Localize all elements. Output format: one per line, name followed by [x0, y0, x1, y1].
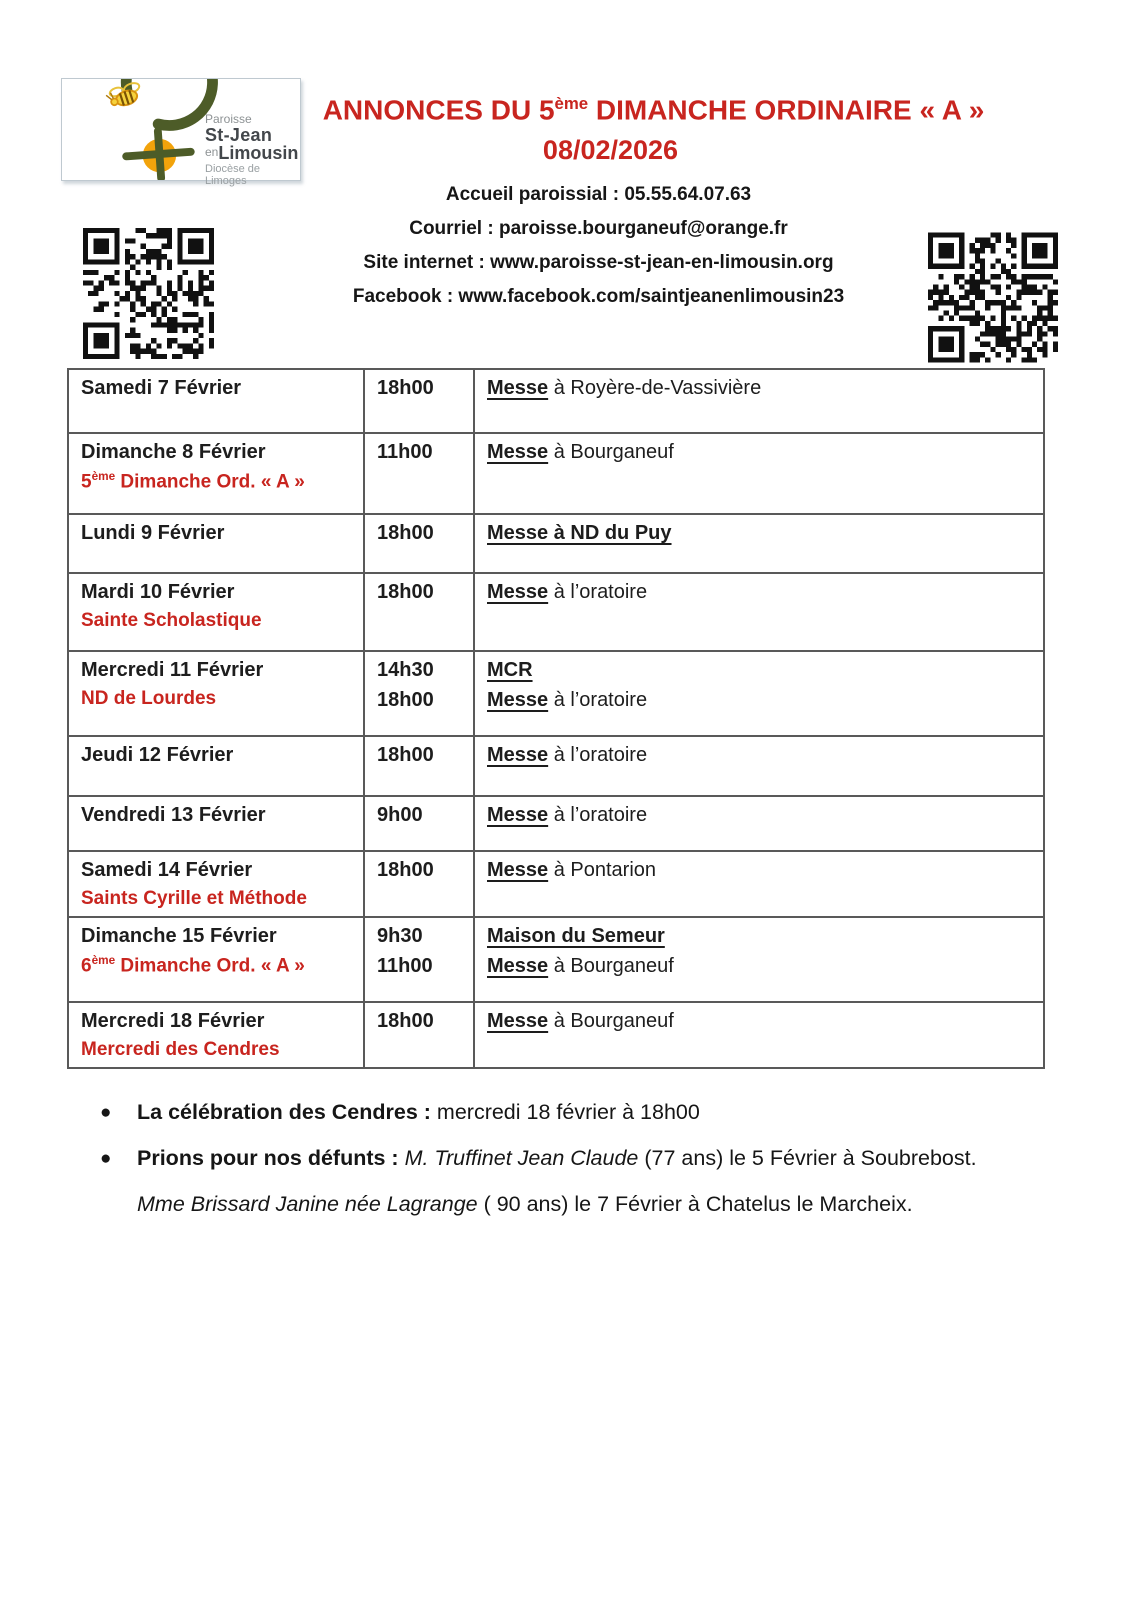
row-time: 18h00: [377, 581, 434, 603]
event-lead: Messe: [487, 1010, 549, 1032]
date-cell: [68, 796, 364, 851]
schedule-table: [67, 368, 1045, 1069]
list-item: [100, 1098, 1090, 1127]
row-feast: 5ème Dimanche Ord. « A »: [81, 470, 305, 493]
time-cell: [364, 851, 474, 917]
row-date: Samedi 14 Février: [81, 859, 253, 881]
row-feast: 6ème Dimanche Ord. « A »: [81, 954, 305, 977]
logo-name-label: St-Jean: [205, 124, 273, 145]
row-feast: ND de Lourdes: [81, 688, 217, 709]
row-date: Mardi 10 Février: [81, 581, 235, 603]
table-row: [68, 796, 1044, 851]
row-time: 11h00: [377, 441, 433, 463]
event-cell: [474, 573, 1044, 651]
event-cell: [474, 651, 1044, 736]
time-cell: [364, 651, 474, 736]
page-date: 08/02/2026: [542, 135, 679, 165]
logo-diocese-label: Diocèse de Limoges: [205, 163, 261, 187]
date-cell: [68, 1002, 364, 1068]
row-event: Messe à l’oratoire: [487, 744, 648, 766]
row-event: Messe à l’oratoire: [487, 804, 648, 826]
row-feast: Mercredi des Cendres: [81, 1039, 280, 1060]
row-time: 18h00: [377, 859, 434, 881]
bullet-icon: ●: [100, 1148, 112, 1170]
time-cell: [364, 736, 474, 796]
event-lead: Maison du Semeur: [487, 925, 665, 947]
row-time: 18h00: [377, 744, 434, 766]
table-row: [68, 369, 1044, 433]
contact-facebook: Facebook : www.facebook.com/saintjeanenlimousin23: [352, 286, 845, 307]
row-time: 18h00: [377, 1010, 434, 1032]
bullet-text: Mme Brissard Janine née Lagrange ( 90 ans) le 7 Février à Chatelus le Marcheix.: [137, 1192, 913, 1217]
row-time: 14h30: [377, 659, 434, 681]
row-event: Messe à Bourganeuf: [487, 955, 674, 977]
qr-code-right: [928, 232, 1058, 363]
time-cell: [364, 514, 474, 573]
event-lead: Messe: [487, 689, 549, 711]
event-cell: [474, 514, 1044, 573]
event-cell: [474, 433, 1044, 514]
row-time: 11h00: [377, 955, 433, 977]
date-cell: [68, 369, 364, 433]
event-lead: Messe à ND du Puy: [487, 522, 672, 544]
event-lead: Messe: [487, 377, 549, 399]
table-row: [68, 1002, 1044, 1068]
row-event: [487, 522, 1033, 545]
list-item: [100, 1144, 1090, 1173]
row-time: 18h00: [377, 522, 434, 544]
bullet-text: Prions pour nos défunts : M. Truffinet Jean Claude (77 ans) le 5 Février à Soubrebost.: [137, 1146, 977, 1171]
event-cell: [474, 369, 1044, 433]
table-row: [68, 736, 1044, 796]
row-event: Messe à l’oratoire: [487, 689, 648, 711]
time-cell: [364, 433, 474, 514]
time-cell: [364, 1002, 474, 1068]
row-time: 9h00: [377, 804, 423, 826]
event-lead: Messe: [487, 744, 549, 766]
qr-code-left: [83, 228, 214, 359]
date-cell: [68, 573, 364, 651]
date-cell: [68, 514, 364, 573]
logo-paroisse-label: Paroisse: [205, 112, 252, 126]
contact-phone: Accueil paroissial : 05.55.64.07.63: [445, 184, 752, 205]
event-cell: [474, 851, 1044, 917]
row-date: Mercredi 18 Février: [81, 1010, 265, 1032]
logo-en-label: en: [205, 145, 219, 160]
row-date: Dimanche 8 Février: [81, 441, 266, 463]
contact-email: Courriel : paroisse.bourganeuf@orange.fr: [409, 218, 788, 239]
page-title: ANNONCES DU 5ème DIMANCHE ORDINAIRE « A »: [322, 94, 985, 126]
title-superscript: ème: [554, 94, 589, 113]
table-row: [68, 573, 1044, 651]
time-cell: [364, 796, 474, 851]
date-cell: [68, 736, 364, 796]
table-row: [68, 514, 1044, 573]
row-feast: Saints Cyrille et Méthode: [81, 888, 307, 909]
date-cell: [68, 651, 364, 736]
row-date: Dimanche 15 Février: [81, 925, 277, 947]
event-cell: [474, 796, 1044, 851]
row-event: [487, 659, 1033, 682]
row-date: Lundi 9 Février: [81, 522, 225, 544]
contact-website: Site internet : www.paroisse-st-jean-en-limousin.org: [363, 252, 834, 273]
bullet-text: La célébration des Cendres : mercredi 18 février à 18h00: [137, 1100, 700, 1124]
event-lead: Messe: [487, 581, 549, 603]
event-lead: MCR: [487, 659, 533, 681]
time-cell: [364, 369, 474, 433]
row-event: Messe à Bourganeuf: [487, 441, 674, 463]
row-date: Vendredi 13 Février: [81, 804, 266, 826]
row-event: Messe à Pontarion: [487, 859, 657, 881]
row-time: 18h00: [377, 689, 434, 711]
event-lead: Messe: [487, 441, 549, 463]
row-date: Jeudi 12 Février: [81, 744, 234, 766]
list-item: [100, 1190, 1090, 1219]
date-cell: [68, 433, 364, 514]
event-lead: Messe: [487, 859, 549, 881]
event-lead: Messe: [487, 955, 549, 977]
row-event: Messe à Bourganeuf: [487, 1010, 674, 1032]
table-row: [68, 917, 1044, 1002]
event-cell: [474, 736, 1044, 796]
row-time: 9h30: [377, 925, 423, 947]
time-cell: [364, 917, 474, 1002]
table-row: [68, 651, 1044, 736]
event-cell: [474, 917, 1044, 1002]
row-event: Messe à l’oratoire: [487, 581, 648, 603]
announcements-list: [100, 1098, 1090, 1236]
row-event: Messe à Royère-de-Vassivière: [487, 377, 762, 399]
row-time: 18h00: [377, 377, 434, 399]
table-row: [68, 433, 1044, 514]
row-date: Samedi 7 Février: [81, 377, 242, 399]
bullet-icon: ●: [100, 1102, 112, 1123]
row-date: Mercredi 11 Février: [81, 659, 264, 681]
date-cell: [68, 917, 364, 1002]
row-feast: Sainte Scholastique: [81, 610, 262, 631]
table-row: [68, 851, 1044, 917]
event-cell: [474, 1002, 1044, 1068]
bullet-icon: [100, 1190, 137, 1219]
logo-limousin-label: Limousin: [218, 143, 299, 164]
time-cell: [364, 573, 474, 651]
row-event: [487, 925, 1033, 948]
event-lead: Messe: [487, 804, 549, 826]
date-cell: [68, 851, 364, 917]
